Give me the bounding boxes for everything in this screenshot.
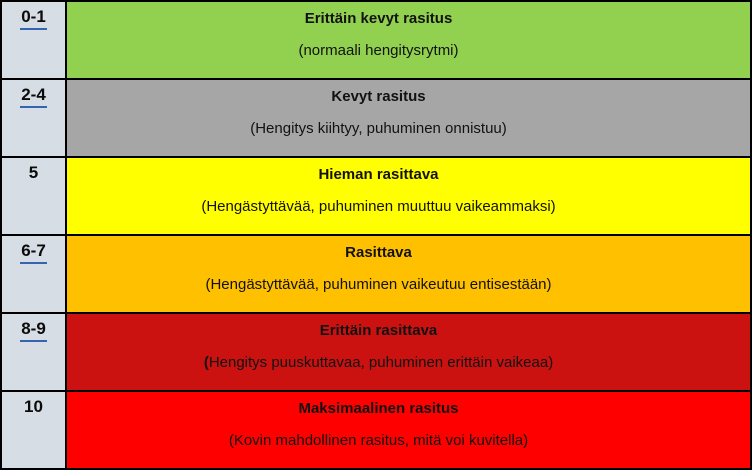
table-row — [1, 391, 751, 469]
row-title: Kevyt rasitus — [331, 88, 426, 105]
row-subtitle — [69, 42, 688, 60]
scale-range: 10 — [24, 397, 43, 416]
scale-range: 5 — [28, 163, 39, 182]
row-subtitle — [69, 198, 688, 216]
description-cell — [66, 1, 751, 79]
table-row — [1, 1, 751, 79]
table-row — [1, 313, 751, 391]
description-cell — [66, 313, 751, 391]
row-subtitle-prefix: ( — [203, 354, 209, 371]
scale-range-link[interactable]: 8-9 — [20, 320, 47, 342]
row-subtitle-text: (Hengästyttävää, puhuminen vaikeutuu entisestään) — [205, 276, 552, 293]
description-cell — [66, 235, 751, 313]
row-subtitle — [69, 432, 688, 450]
scale-cell — [1, 391, 66, 469]
row-subtitle-text: Hengitys puuskuttavaa, puhuminen erittäin vaikeaa) — [208, 354, 554, 371]
row-subtitle-text: (Kovin mahdollinen rasitus, mitä voi kuvitella) — [228, 432, 529, 449]
row-subtitle-text: (Hengästyttävää, puhuminen muuttuu vaikeammaksi) — [201, 198, 556, 215]
row-subtitle — [69, 354, 688, 372]
scale-cell — [1, 1, 66, 79]
row-title: Maksimaalinen rasitus — [298, 400, 459, 417]
table-row — [1, 79, 751, 157]
row-title: Rasittava — [345, 244, 412, 261]
scale-cell — [1, 313, 66, 391]
row-subtitle-text: (Hengitys kiihtyy, puhuminen onnistuu) — [250, 120, 507, 137]
row-title: Hieman rasittava — [318, 166, 439, 183]
table-row — [1, 157, 751, 235]
scale-range-link[interactable]: 0-1 — [20, 8, 47, 30]
row-subtitle — [69, 120, 688, 138]
description-cell — [66, 157, 751, 235]
scale-range-link[interactable]: 2-4 — [20, 86, 47, 108]
scale-cell — [1, 235, 66, 313]
description-cell — [66, 79, 751, 157]
scale-cell — [1, 79, 66, 157]
row-subtitle — [69, 276, 688, 294]
description-cell — [66, 391, 751, 469]
row-subtitle-text: (normaali hengitysrytmi) — [298, 42, 459, 59]
scale-cell — [1, 157, 66, 235]
scale-range-link[interactable]: 6-7 — [20, 242, 47, 264]
row-title: Erittäin kevyt rasitus — [304, 10, 453, 27]
table-row — [1, 235, 751, 313]
row-title: Erittäin rasittava — [319, 322, 438, 339]
